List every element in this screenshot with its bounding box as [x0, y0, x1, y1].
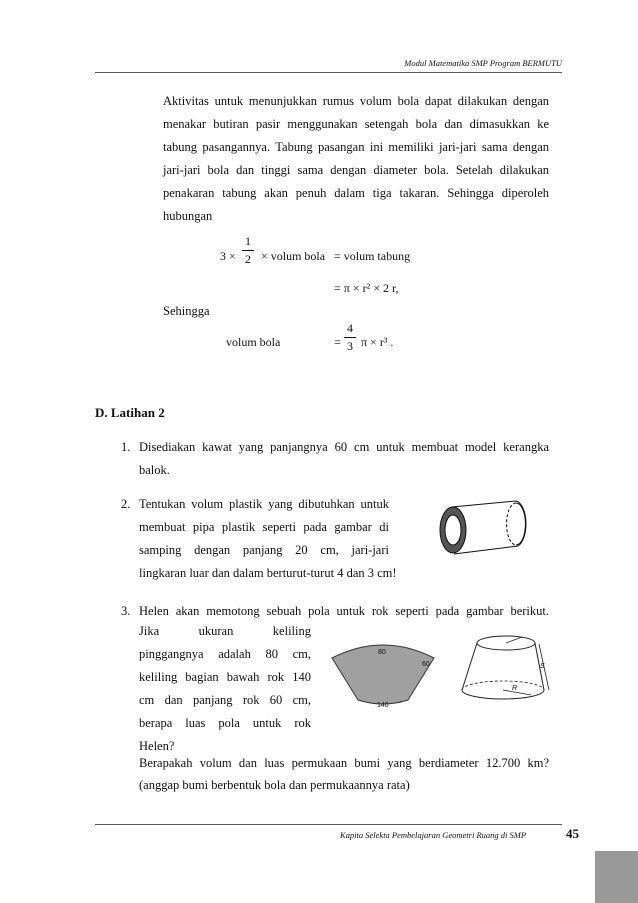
item-3-line: keliling bagian bawah rok 140 — [139, 670, 311, 684]
pipe-figure — [430, 493, 540, 563]
item-3-line: pinggangnya adalah 80 cm, — [139, 647, 311, 661]
intro-line: Aktivitas untuk menunjukkan rumus volum bola dapat dilakukan dengan — [163, 94, 549, 108]
extra-question — [139, 756, 549, 801]
item-1-line: balok. — [139, 463, 170, 477]
item-3-line: berapa luas pola untuk rok — [139, 716, 311, 730]
item-3-line: Helen? — [139, 739, 175, 753]
eq2-equals: = — [334, 335, 341, 349]
page-number: 45 — [566, 826, 579, 841]
skirt-pattern-figure — [328, 638, 440, 710]
skirt-side-label: 60 — [422, 661, 430, 668]
truncated-cone-figure — [456, 632, 558, 712]
item-3-line: Helen akan memotong sebuah pola untuk rok seperti pada gambar berikut. — [139, 604, 549, 618]
skirt-bottom-label: 140 — [377, 702, 389, 709]
cone-slant-label: S — [540, 663, 545, 670]
item-3-line: Jika ukuran keliling — [139, 624, 311, 638]
eq2-numerator: 4 — [347, 321, 353, 335]
item-2-line: Tentukan volum plastik yang dibutuhkan untuk — [139, 497, 389, 511]
item-1-number: 1. — [121, 440, 131, 454]
eq1-numerator: 1 — [245, 234, 251, 248]
eq2-rest: π × r³ . — [361, 335, 394, 349]
intro-line: menakar butiran pasir menggunakan setengah bola dan dimasukkan ke — [163, 117, 549, 131]
eq2-fraction — [344, 321, 356, 354]
intro-line: hubungan — [163, 209, 213, 223]
eq1-denominator: 2 — [245, 252, 251, 266]
footer-title: Kapita Selekta Pembelajaran Geometri Ruang di SMP — [340, 830, 527, 840]
item-2-line: samping dengan panjang 20 cm, jari-jari — [139, 543, 389, 557]
item-1-line: Disediakan kawat yang panjangnya 60 cm untuk membuat model kerangka — [139, 440, 549, 454]
extra-line: Berapakah volum dan luas permukaan bumi yang berdiameter 12.700 km? — [139, 756, 549, 770]
corner-gray-box — [595, 851, 638, 903]
section-title: D. Latihan 2 — [95, 405, 165, 420]
cone-radius-label: R — [512, 685, 518, 692]
item-2-number: 2. — [121, 497, 131, 511]
eq2-lhs: volum bola — [226, 335, 281, 349]
eq2-denominator: 3 — [347, 339, 353, 353]
footer-rule — [95, 824, 562, 825]
eq1-fraction — [242, 234, 254, 267]
item-2-line: membuat pipa plastik seperti pada gambar di — [139, 520, 389, 534]
intro-line: tabung pasangannya. Tabung pasangan ini memiliki jari-jari sama dengan — [163, 140, 549, 154]
item-2-line: lingkaran luar dan dalam berturut-turut 4 dan 3 cm! — [139, 566, 397, 580]
intro-line: penakaran tabung akan penuh dalam tiga takaran. Sehingga diperoleh — [163, 186, 549, 200]
intro-line: jari-jari bola dan tinggi sama dengan diameter bola. Setelah dilakukan — [163, 163, 549, 177]
eq1-rhs2: = π × r² × 2 r, — [334, 281, 399, 295]
eq1-rhs: = volum tabung — [334, 249, 411, 263]
item-3-number: 3. — [121, 604, 131, 618]
eq1-middle: × volum bola — [261, 249, 326, 263]
item-1-text — [139, 440, 549, 485]
item-3-line: cm dan panjang rok 60 cm, — [139, 693, 311, 707]
skirt-top-label: 80 — [378, 649, 386, 656]
eq1-prefix: 3 × — [220, 249, 236, 263]
header-rule — [95, 72, 562, 73]
intro-paragraph — [163, 94, 549, 224]
extra-line: (anggap bumi berbentuk bola dan permukaannya rata) — [139, 778, 410, 792]
sehingga-label: Sehingga — [163, 304, 210, 318]
header-title: Modul Matematika SMP Program BERMUTU — [404, 58, 562, 68]
item-2-text — [139, 497, 397, 592]
